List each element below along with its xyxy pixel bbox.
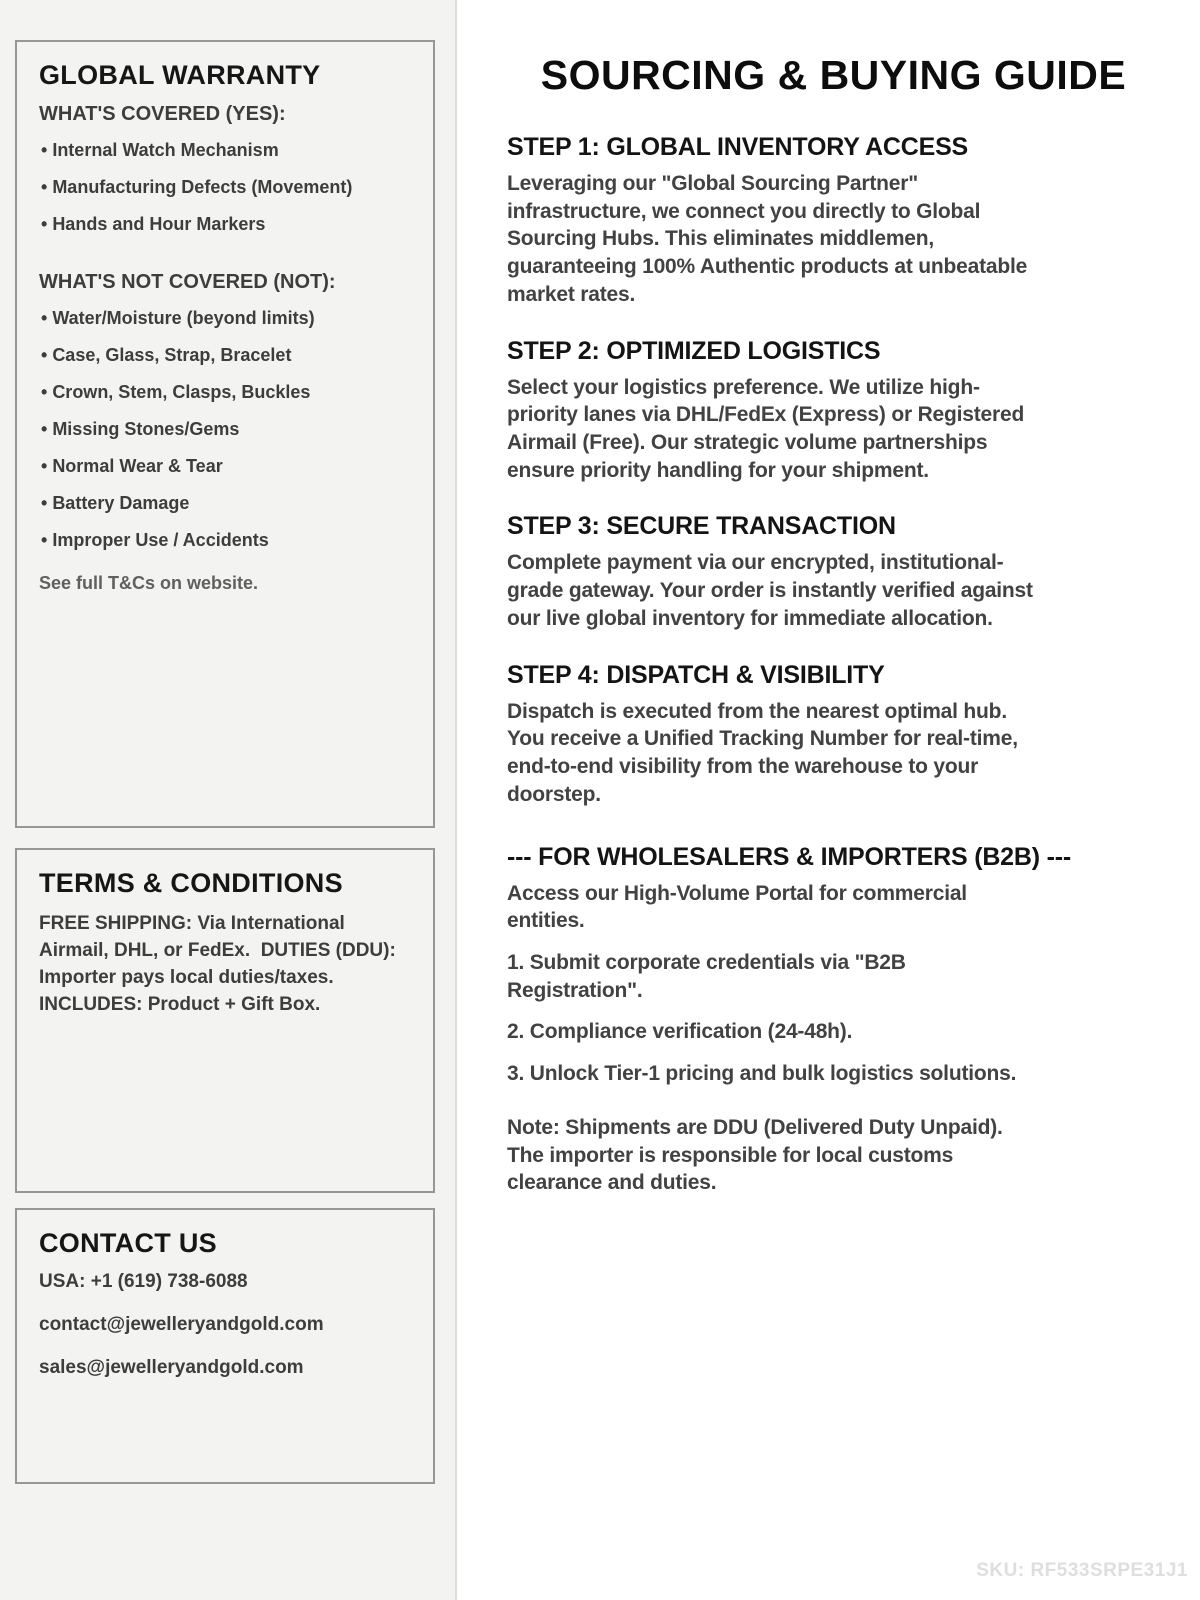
step-4-body: Dispatch is executed from the nearest optimal hub. You receive a Unified Tracking Number for real-time, end-to-end visibility from the warehouse to your doorstep. xyxy=(507,699,1018,806)
list-item: • Hands and Hour Markers xyxy=(39,214,411,235)
global-warranty-panel xyxy=(15,40,435,828)
step-3-heading: STEP 3: SECURE TRANSACTION xyxy=(507,512,896,541)
main-content xyxy=(457,0,1200,1600)
contact-us-panel xyxy=(15,1208,435,1484)
step-1-heading: STEP 1: GLOBAL INVENTORY ACCESS xyxy=(507,133,969,161)
b2b-note: Note: Shipments are DDU (Delivered Duty Unpaid). The importer is responsible for local customs clearance and duties. xyxy=(507,1115,1003,1195)
covered-heading: WHAT'S COVERED (YES): xyxy=(39,103,286,125)
step-2-body: Select your logistics preference. We utilize high-priority lanes via DHL/FedEx (Express) or Registered Airmail (Free). Our strategic volume partnerships ensure priority handling for your shipment. xyxy=(507,375,1025,482)
warranty-footnote: See full T&Cs on website. xyxy=(39,573,259,593)
b2b-intro: Access our High-Volume Portal for commercial entities. xyxy=(507,881,967,933)
terms-conditions-panel xyxy=(15,848,435,1193)
page-title: SOURCING & BUYING GUIDE xyxy=(540,52,1127,98)
b2b-section-heading: --- FOR WHOLESALERS & IMPORTERS (B2B) --- xyxy=(507,842,1071,871)
b2b-step-2: 2. Compliance verification (24-48h). xyxy=(507,1020,853,1044)
step-1-body: Leveraging our "Global Sourcing Partner" infrastructure, we connect you directly to Global Sourcing Hubs. This eliminates middlemen, guaranteeing 100% Authentic products at unbeatable market rates. xyxy=(507,172,1028,306)
step-4-heading: STEP 4: DISPATCH & VISIBILITY xyxy=(507,660,885,689)
list-item: • Manufacturing Defects (Movement) xyxy=(39,177,411,198)
step-3-body: Complete payment via our encrypted, institutional-grade gateway. Your order is instantly verified against our live global inventory for immediate allocation. xyxy=(507,551,1033,630)
b2b-step-1: 1. Submit corporate credentials via "B2B Registration". xyxy=(507,950,906,1002)
terms-title: TERMS & CONDITIONS xyxy=(39,868,343,898)
not-covered-heading: WHAT'S NOT COVERED (NOT): xyxy=(39,271,336,293)
sku-label: SKU: RF533SRPE31J1 xyxy=(976,1560,1188,1581)
sidebar xyxy=(0,0,457,1600)
list-item: • Improper Use / Accidents xyxy=(39,530,411,551)
step-2-heading: STEP 2: OPTIMIZED LOGISTICS xyxy=(507,336,881,365)
list-item: • Crown, Stem, Clasps, Buckles xyxy=(39,382,411,403)
warranty-title: GLOBAL WARRANTY xyxy=(39,60,321,90)
list-item: • Battery Damage xyxy=(39,493,411,514)
list-item: • Internal Watch Mechanism xyxy=(39,140,411,161)
contact-title: CONTACT US xyxy=(39,1228,217,1258)
list-item: • Normal Wear & Tear xyxy=(39,456,411,477)
contact-phone: USA: +1 (619) 738-6088 xyxy=(39,1271,248,1292)
contact-email-sales: sales@jewelleryandgold.com xyxy=(39,1357,304,1378)
contact-email-primary: contact@jewelleryandgold.com xyxy=(39,1314,324,1335)
list-item: • Case, Glass, Strap, Bracelet xyxy=(39,345,411,366)
b2b-step-3: 3. Unlock Tier-1 pricing and bulk logistics solutions. xyxy=(507,1062,1017,1086)
list-item: • Missing Stones/Gems xyxy=(39,419,411,440)
terms-body: FREE SHIPPING: Via International Airmail, DHL, or FedEx. DUTIES (DDU): Importer pays local duties/taxes. INCLUDES: Product + Gift Box. xyxy=(39,913,402,1015)
list-item: • Water/Moisture (beyond limits) xyxy=(39,308,411,329)
